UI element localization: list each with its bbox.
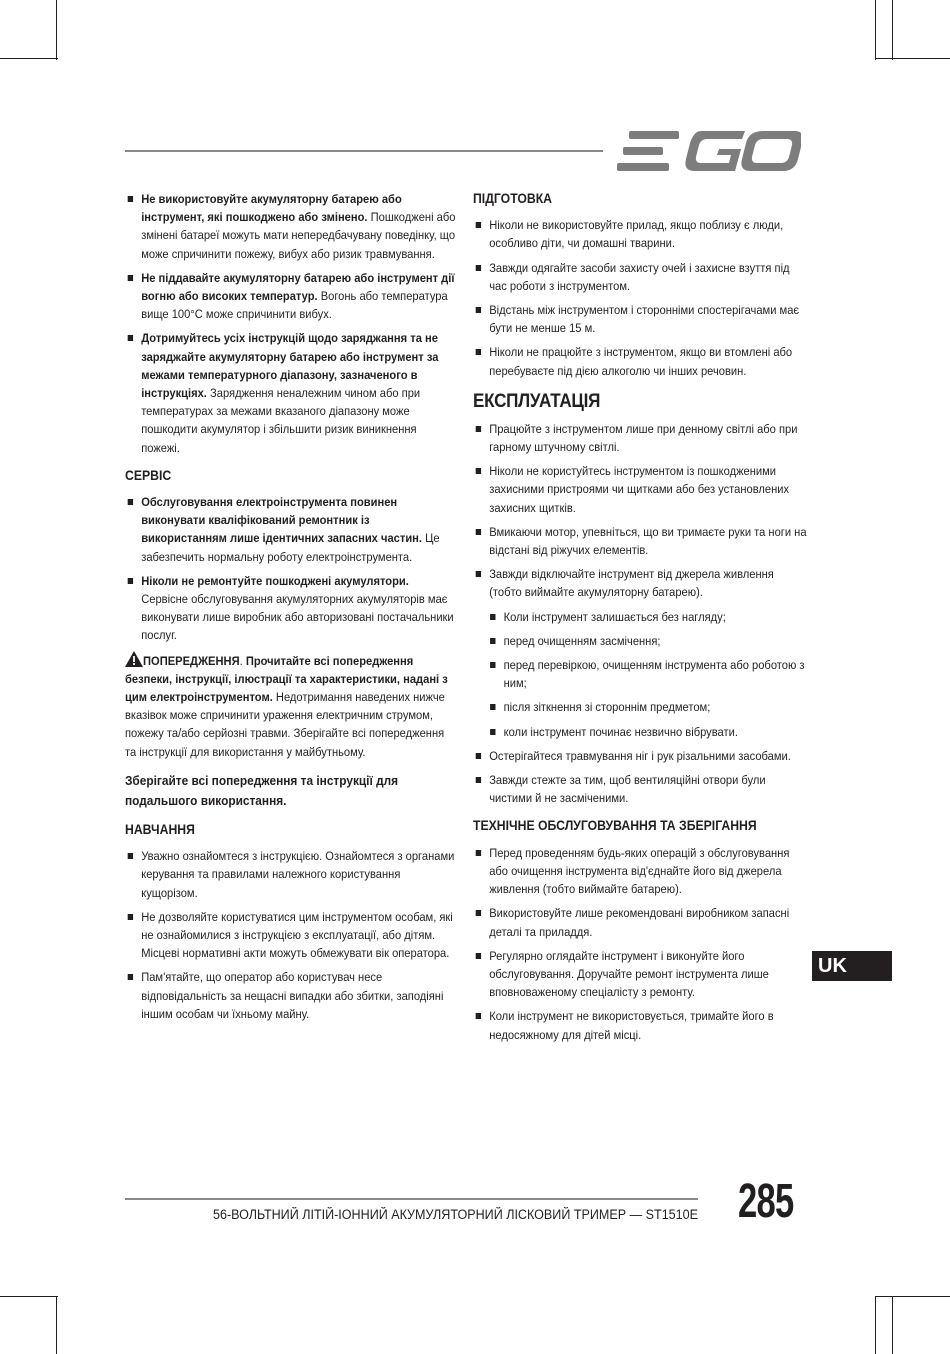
list-item: Ніколи не використовуйте прилад, якщо поблизу є люди, особливо діти, чи домашні тварини. bbox=[473, 216, 808, 252]
section-title-preparation: ПІДГОТОВКА bbox=[473, 191, 553, 206]
crop-mark bbox=[56, 0, 57, 60]
list-item: Ніколи не працюйте з інструментом, якщо ви втомлені або перебуваєте під дією алкоголю чи інших речовин. bbox=[473, 343, 808, 379]
list-item bbox=[125, 329, 458, 456]
crop-mark bbox=[875, 0, 876, 60]
warning-block bbox=[125, 651, 458, 761]
crop-mark bbox=[875, 58, 950, 59]
list-item bbox=[125, 572, 458, 645]
section-title-training: НАВЧАННЯ bbox=[125, 821, 195, 837]
item-bold: Обслуговування електроінструмента повинен виконувати кваліфікований ремонтник із використанням лише ідентичних запасних частин. bbox=[141, 495, 423, 546]
crop-mark bbox=[0, 58, 58, 59]
list-item: Регулярно оглядайте інструмент і виконуйте його обслуговування. Доручайте ремонт інструмента лише вповноваженому спеціалісту з ремонту. bbox=[473, 947, 808, 1002]
footer-title: 56-ВОЛЬТНИЙ ЛІТІЙ-ІОННИЙ АКУМУЛЯТОРНИЙ ЛІСКОВИЙ ТРИМЕР — ST1510E bbox=[212, 1207, 698, 1222]
item-text: Зарядження неналежним чином або при температурах за межами вказаного діапазону може пошкодити акумулятор і збільшити ризик виникнення пожежі. bbox=[141, 386, 421, 455]
save-note: Зберігайте всі попередження та інструкції для подальшого використання. bbox=[125, 772, 399, 808]
list-item: Завжди одягайте засоби захисту очей і захисне взуття під час роботи з інструментом. bbox=[473, 259, 808, 295]
header-rule bbox=[125, 150, 603, 152]
warning-dot: . bbox=[239, 653, 243, 668]
crop-mark bbox=[875, 1296, 876, 1354]
sub-list-item: перед перевіркою, очищенням інструмента або роботою з ним; bbox=[487, 656, 807, 692]
list-item: Перед проведенням будь-яких операцій з обслуговування або очищення інструмента від'єднайте його від джерела живлення (тобто виймайте батарею). bbox=[473, 844, 808, 899]
crop-mark bbox=[56, 1296, 57, 1354]
section-title-operation: ЕКСПЛУАТАЦІЯ bbox=[473, 390, 601, 412]
warning-text: Недотримання наведених нижче вказівок може спричинити ураження електричним струмом, пожежу та/або серйозні травми. Зберігайте всі попередження та інструкції для використання у майбутньому. bbox=[125, 690, 445, 759]
sub-list-item: перед очищенням засмічення; bbox=[487, 632, 807, 650]
list-item: Завжди стежте за тим, щоб вентиляційні отвори були чистими й не засміченими. bbox=[473, 771, 808, 807]
sub-list-item: Коли інструмент залишається без нагляду; bbox=[487, 608, 807, 626]
list-item: Остерігайтеся травмування ніг і рук різальними засобами. bbox=[473, 747, 808, 765]
item-bold: Не піддавайте акумуляторну батарею або інструмент дії вогню або високих температур. bbox=[141, 270, 455, 304]
item-bold: Ніколи не ремонтуйте пошкоджені акумулятори. bbox=[141, 573, 409, 588]
maintenance-list bbox=[473, 844, 808, 1044]
crop-mark bbox=[892, 0, 893, 60]
list-item: Працюйте з інструментом лише при денному світлі або при гарному штучному світлі. bbox=[473, 420, 808, 456]
list-item: Відстань між інструментом і сторонніми спостерігачами має бути не менше 15 м. bbox=[473, 301, 808, 337]
list-item: Коли інструмент не використовується, тримайте його в недосяжному для дітей місці. bbox=[473, 1007, 808, 1043]
item-text: Вогонь або температура вище 100°C може спричинити вибух. bbox=[141, 289, 448, 322]
item-bold: Дотримуйтесь усіх інструкцій щодо заряджання та не заряджайте акумуляторну батарею або інструмент за межами температурного діапазону, зазначеного в інструкціях. bbox=[141, 331, 439, 401]
service-list bbox=[125, 493, 458, 645]
item-text: Сервісне обслуговування акумуляторних акумуляторів має виконувати лише виробник або авторизовані постачальники послуг. bbox=[141, 592, 454, 643]
crop-mark bbox=[875, 1296, 950, 1297]
list-item: Уважно ознайомтеся з інструкцією. Ознайомтеся з органами керування та правилами належного користування кущорізом. bbox=[125, 847, 458, 902]
sub-list-item: коли інструмент починає незвично вібрувати. bbox=[487, 723, 807, 741]
operation-list bbox=[473, 420, 808, 602]
left-column bbox=[125, 190, 458, 1029]
crop-mark bbox=[892, 1296, 893, 1354]
training-list bbox=[125, 847, 458, 1023]
list-item: Не дозволяйте користуватися цим інструментом особам, які не ознайомилися з інструкцією з експлуатації, або дітям. Місцеві нормативні акти можуть обмежувати вік оператора. bbox=[125, 908, 458, 963]
language-tab: UK bbox=[812, 951, 892, 981]
warning-triangle-icon bbox=[125, 651, 143, 667]
warning-bold: Прочитайте всі попередження безпеки, інструкції, ілюстрації та характеристики, надані з цим електроінструментом. bbox=[125, 653, 448, 705]
item-bold: Не використовуйте акумуляторну батарею або інструмент, які пошкоджено або змінено. bbox=[141, 192, 402, 225]
section-title-service: СЕРВІС bbox=[125, 467, 172, 483]
ego-logo bbox=[617, 129, 801, 178]
list-item bbox=[125, 190, 458, 263]
battery-safety-list bbox=[125, 190, 458, 457]
crop-mark bbox=[0, 1296, 58, 1297]
list-item: Завжди відключайте інструмент від джерела живлення (тобто виймайте акумуляторну батарею). bbox=[473, 565, 808, 601]
list-item bbox=[125, 493, 458, 566]
list-item: Пам'ятайте, що оператор або користувач несе відповідальність за нещасні випадки або збитки, заподіяні іншим особам чи їхньому майну. bbox=[125, 968, 458, 1023]
operation-list-continued bbox=[473, 747, 808, 808]
warning-label: ПОПЕРЕДЖЕННЯ bbox=[143, 653, 240, 668]
list-item: Використовуйте лише рекомендовані виробником запасні деталі та приладдя. bbox=[473, 904, 808, 940]
sub-list-item: після зіткнення зі стороннім предметом; bbox=[487, 698, 807, 716]
right-column bbox=[473, 190, 808, 1050]
item-text: Пошкоджені або змінені батареї можуть мати непередбачувану поведінку, що може спричинити пожежу, вибух або ризик травмування. bbox=[141, 210, 456, 261]
operation-sublist bbox=[473, 608, 808, 741]
preparation-list bbox=[473, 216, 808, 380]
footer-rule bbox=[125, 1198, 698, 1200]
list-item: Ніколи не користуйтесь інструментом із пошкодженими захисними пристроями чи щитками або без установлених захисних щитків. bbox=[473, 462, 808, 517]
page-number: 285 bbox=[738, 1175, 794, 1228]
item-text: Це забезпечить нормальну роботу електроінструмента. bbox=[141, 531, 440, 564]
list-item: Вмикаючи мотор, упевніться, що ви тримаєте руки та ноги на відстані від ріжучих елементів. bbox=[473, 523, 808, 559]
list-item bbox=[125, 269, 458, 324]
section-title-maintenance: ТЕХНІЧНЕ ОБСЛУГОВУВАННЯ ТА ЗБЕРІГАННЯ bbox=[473, 818, 757, 834]
